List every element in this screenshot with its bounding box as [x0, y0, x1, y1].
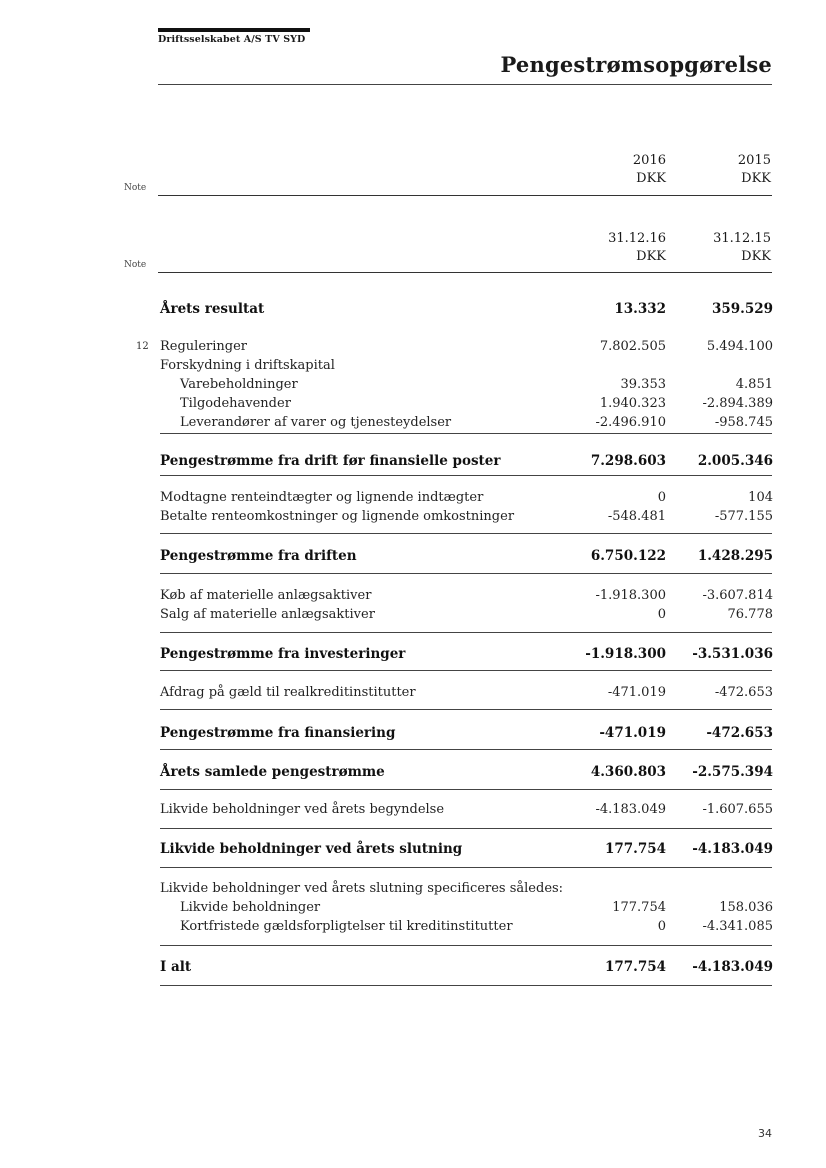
column-date: 31.12.15 [713, 231, 771, 246]
row-label: Likvide beholdninger ved årets begyndelse [160, 802, 445, 817]
section-divider [160, 945, 772, 946]
value-2016: -471.019 [607, 685, 666, 700]
table-row [0, 801, 826, 819]
column-currency: DKK [636, 249, 666, 264]
value-2016: 0 [657, 607, 666, 622]
table-row [0, 899, 826, 917]
column-currency: DKK [741, 171, 771, 186]
section-divider [160, 475, 772, 476]
company-header-bar [158, 28, 310, 32]
value-2016: 177.754 [612, 900, 666, 915]
table-row [0, 508, 826, 526]
value-2016: -471.019 [599, 725, 666, 741]
section-divider [160, 433, 772, 434]
table-row [0, 452, 826, 470]
table-row [0, 684, 826, 702]
title-divider [158, 84, 772, 85]
row-label: Pengestrømme fra driften [160, 548, 357, 564]
row-label: Forskydning i driftskapital [160, 358, 335, 373]
section-divider [160, 867, 772, 868]
table-row [0, 414, 826, 432]
table-row [0, 547, 826, 565]
row-label: I alt [160, 959, 192, 975]
value-2016: 7.802.505 [599, 339, 666, 354]
table-row [0, 606, 826, 624]
row-note: 12 [136, 341, 149, 352]
value-2015: -3.607.814 [702, 588, 773, 603]
column-date: 31.12.16 [608, 231, 666, 246]
table-row [0, 300, 826, 318]
row-label: Årets samlede pengestrømme [160, 764, 385, 780]
value-2015: -3.531.036 [692, 646, 773, 662]
section-divider [160, 632, 772, 633]
column-year: 2015 [737, 153, 771, 168]
table-row [0, 724, 826, 742]
value-2015: -2.575.394 [692, 764, 773, 780]
value-2016: 1.940.323 [599, 396, 666, 411]
row-label: Køb af materielle anlægsaktiver [160, 588, 372, 603]
row-label: Årets resultat [160, 301, 265, 317]
value-2016: 0 [657, 490, 666, 505]
table-row [0, 958, 826, 976]
value-2016: -2.496.910 [595, 415, 666, 430]
value-2016: 0 [657, 919, 666, 934]
page-number: 34 [758, 1127, 772, 1140]
row-label: Leverandører af varer og tjenesteydelser [180, 415, 452, 430]
row-label: Afdrag på gæld til realkreditinstitutter [160, 685, 416, 700]
value-2016: -1.918.300 [585, 646, 666, 662]
value-2015: 1.428.295 [697, 548, 773, 564]
row-label: Pengestrømme fra drift før finansielle poster [160, 453, 501, 469]
value-2015: -1.607.655 [702, 802, 773, 817]
table-row [0, 763, 826, 781]
value-2016: 7.298.603 [590, 453, 666, 469]
row-label: Salg af materielle anlægsaktiver [160, 607, 375, 622]
value-2015: 76.778 [727, 607, 773, 622]
value-2015: -2.894.389 [702, 396, 773, 411]
value-2015: 104 [748, 490, 773, 505]
header-divider [158, 272, 772, 273]
row-label: Varebeholdninger [180, 377, 298, 392]
column-2015-header [713, 230, 771, 266]
page-title: Pengestrømsopgørelse [500, 52, 772, 77]
value-2015: 158.036 [719, 900, 773, 915]
value-2015: -4.341.085 [702, 919, 773, 934]
value-2016: -1.918.300 [595, 588, 666, 603]
section-divider [160, 533, 772, 534]
section-divider [160, 709, 772, 710]
column-currency: DKK [636, 171, 666, 186]
row-label: Reguleringer [160, 339, 248, 354]
column-currency: DKK [741, 249, 771, 264]
row-label: Likvide beholdninger ved årets slutning specificeres således: [160, 881, 564, 896]
value-2015: 2.005.346 [697, 453, 773, 469]
section-divider [160, 789, 772, 790]
table-row [0, 587, 826, 605]
value-2016: 4.360.803 [590, 764, 666, 780]
row-label: Likvide beholdninger [180, 900, 321, 915]
row-label: Pengestrømme fra finansiering [160, 725, 396, 741]
value-2016: 39.353 [620, 377, 666, 392]
row-label: Pengestrømme fra investeringer [160, 646, 406, 662]
column-2015-header [738, 152, 771, 188]
value-2015: -4.183.049 [692, 959, 773, 975]
value-2016: 177.754 [604, 841, 666, 857]
table-row [0, 840, 826, 858]
table-row [0, 918, 826, 936]
section-divider [160, 670, 772, 671]
column-year: 2016 [632, 153, 666, 168]
table-row [0, 338, 826, 356]
value-2015: 359.529 [711, 301, 773, 317]
value-2015: -4.183.049 [692, 841, 773, 857]
row-label: Tilgodehavender [180, 396, 291, 411]
row-label: Likvide beholdninger ved årets slutning [160, 841, 463, 857]
header-divider [158, 195, 772, 196]
value-2016: 177.754 [604, 959, 666, 975]
row-label: Kortfristede gældsforpligtelser til kreditinstitutter [180, 919, 513, 934]
section-divider [160, 985, 772, 986]
value-2016: 6.750.122 [590, 548, 666, 564]
value-2016: -548.481 [607, 509, 666, 524]
value-2015: -472.653 [706, 725, 773, 741]
company-name: Driftsselskabet A/S TV SYD [158, 34, 306, 45]
value-2015: -472.653 [714, 685, 773, 700]
section-divider [160, 749, 772, 750]
value-2015: -577.155 [714, 509, 773, 524]
value-2016: 13.332 [614, 301, 666, 317]
section-divider [160, 573, 772, 574]
row-label: Betalte renteomkostninger og lignende omkostninger [160, 509, 515, 524]
value-2015: 4.851 [735, 377, 773, 392]
table-row [0, 395, 826, 413]
value-2016: -4.183.049 [595, 802, 666, 817]
column-2016-header [608, 230, 666, 266]
row-label: Modtagne renteindtægter og lignende indtægter [160, 490, 484, 505]
table-row [0, 376, 826, 394]
section-divider [160, 828, 772, 829]
value-2015: 5.494.100 [706, 339, 773, 354]
table-row [0, 357, 826, 375]
value-2015: -958.745 [714, 415, 773, 430]
note-column-label: Note [124, 183, 147, 193]
note-column-label: Note [124, 260, 147, 270]
table-row [0, 645, 826, 663]
table-row [0, 880, 826, 898]
table-row [0, 489, 826, 507]
column-2016-header [633, 152, 666, 188]
